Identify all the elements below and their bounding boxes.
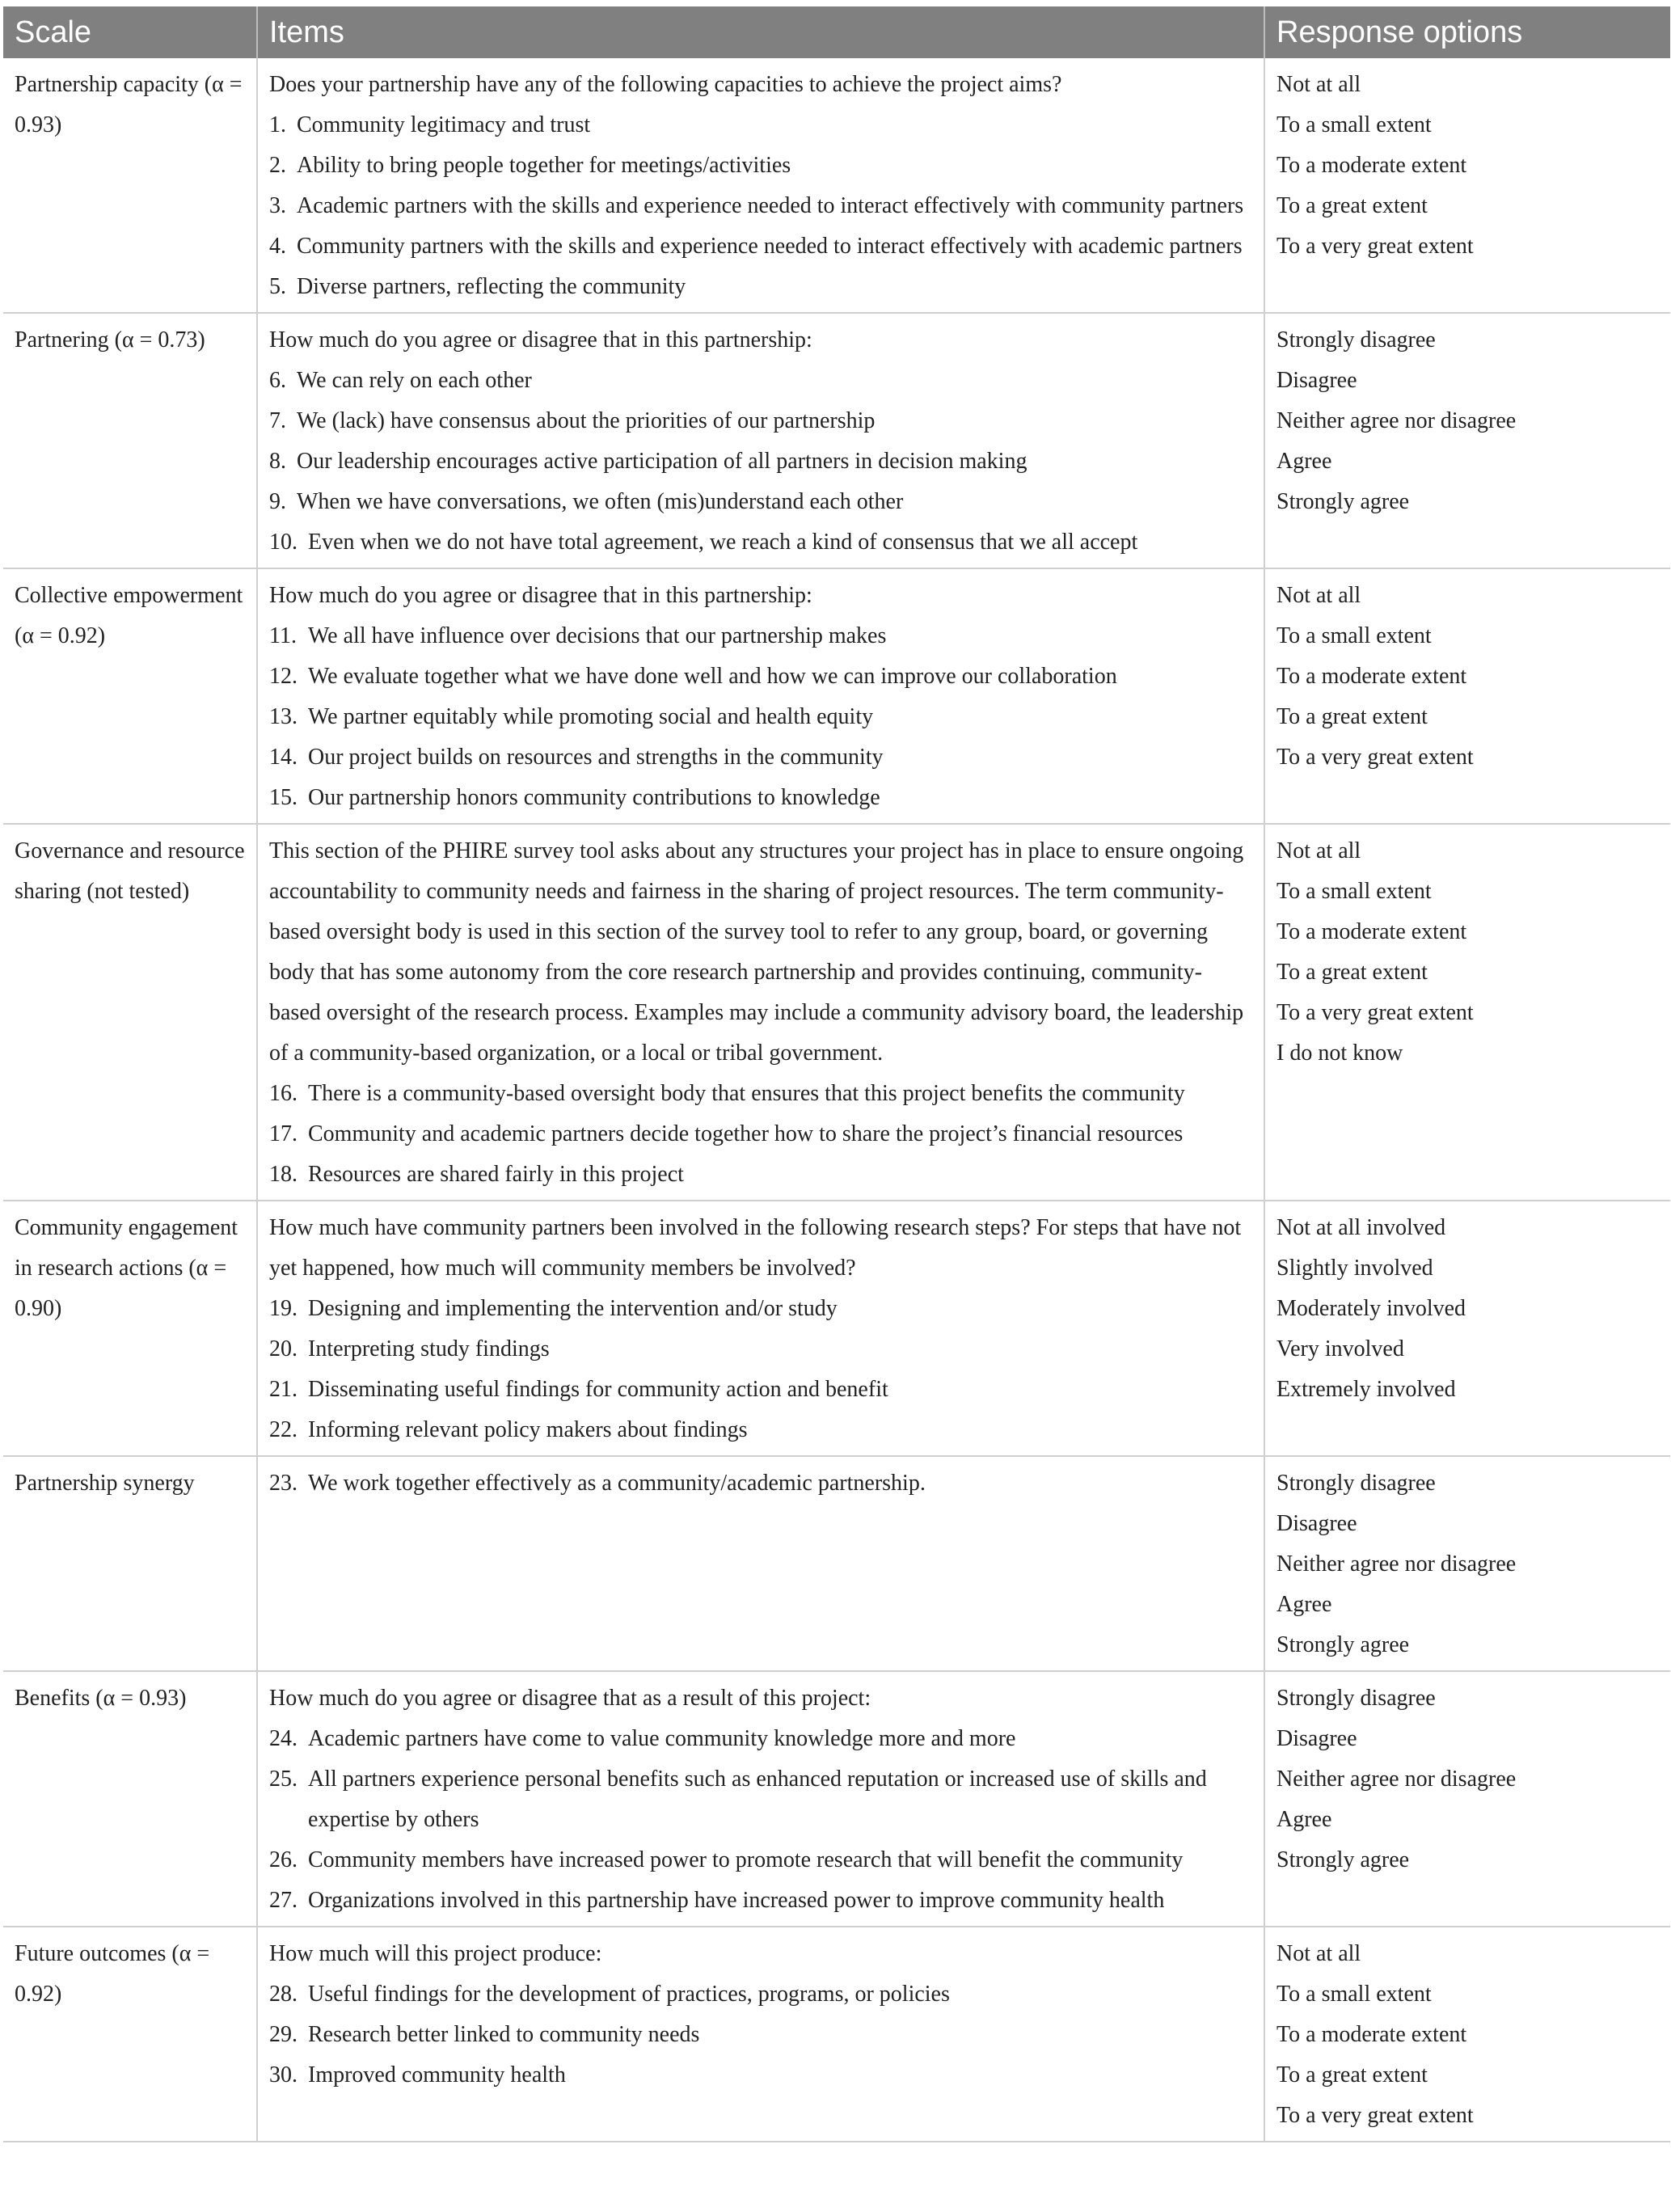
item-text: Our partnership honors community contributions to knowledge [308,785,880,810]
response-option: Strongly agree [1276,489,1410,514]
list-item [269,401,1252,441]
response-option: To a very great extent [1276,234,1474,259]
response-cell [1264,313,1670,568]
item-number: 3. [269,193,286,218]
table-body [3,58,1670,2142]
response-option: Strongly agree [1276,1847,1410,1872]
list-item [269,186,1252,226]
items-intro: How much do you agree or disagree that in this partnership: [269,327,812,352]
response-option: Neither agree nor disagree [1276,408,1517,433]
item-number: 2. [269,153,286,178]
response-option: To a great extent [1276,193,1428,218]
scale-name: Future outcomes (α = 0.92) [15,1941,210,2007]
response-option: To a moderate extent [1276,664,1467,689]
response-option: To a small extent [1276,879,1432,904]
response-option: Not at all [1276,838,1361,863]
response-option: Neither agree nor disagree [1276,1767,1517,1792]
items-cell [257,1671,1264,1927]
item-number: 29. [269,2022,297,2047]
list-item [269,1289,1252,1329]
list-item [269,1329,1252,1370]
item-number: 18. [269,1162,297,1187]
item-number: 22. [269,1417,297,1442]
response-option: Agree [1276,449,1332,474]
scale-cell [3,568,257,824]
item-text: Resources are shared fairly in this project [308,1162,684,1187]
table-row [3,313,1670,568]
response-option: To a small extent [1276,1982,1432,2007]
item-text: Research better linked to community needs [308,2022,700,2047]
item-number: 30. [269,2062,297,2087]
item-number: 8. [269,449,286,474]
response-option: To a moderate extent [1276,153,1467,178]
list-item [269,105,1252,146]
item-text: Community legitimacy and trust [297,112,591,137]
items-intro: Does your partnership have any of the following capacities to achieve the project aims? [269,72,1062,97]
survey-scales-table [3,6,1670,2142]
item-text: Designing and implementing the intervention and/or study [308,1296,838,1321]
item-text: We partner equitably while promoting social and health equity [308,704,874,729]
list-item [269,1463,1252,1504]
scale-name: Partnering (α = 0.73) [15,327,205,352]
list-item [269,1155,1252,1195]
list-item [269,1840,1252,1881]
response-option: Strongly disagree [1276,327,1436,352]
item-number: 14. [269,745,297,770]
item-number: 28. [269,1982,297,2007]
response-option: Neither agree nor disagree [1276,1551,1517,1577]
item-number: 26. [269,1847,297,1872]
item-text: Even when we do not have total agreement, we reach a kind of consensus that we all accept [308,530,1138,555]
scale-cell [3,824,257,1201]
item-number: 27. [269,1888,297,1913]
response-option: To a moderate extent [1276,2022,1467,2047]
list-item [269,361,1252,401]
list-item [269,1881,1252,1921]
item-text: Diverse partners, reflecting the community [297,274,686,299]
list-item [269,616,1252,656]
items-intro: This section of the PHIRE survey tool asks about any structures your project has in place to ensure ongoing accountability to community needs and fairness in the sharing of project resources. The term community-based oversight body is used in this section of the survey tool to refer to any group, board, or governing body that has some autonomy from the core research partnership and provides continuing, community-based oversight of the research process. Examples may include a community advisory board, the leadership of a community-based organization, or a local or tribal government. [269,838,1244,1066]
items-cell [257,313,1264,568]
response-option: To a great extent [1276,960,1428,985]
scale-name: Community engagement in research actions (α = 0.90) [15,1215,238,1321]
list-item [269,1974,1252,2015]
item-text: Academic partners with the skills and experience needed to interact effectively with community partners [297,193,1244,218]
table-row [3,568,1670,824]
items-intro: How much do you agree or disagree that in this partnership: [269,583,812,608]
scale-name: Governance and resource sharing (not tested) [15,838,245,904]
item-number: 16. [269,1081,297,1106]
list-item [269,737,1252,778]
item-text: Useful findings for the development of practices, programs, or policies [308,1982,950,2007]
scale-cell [3,1456,257,1671]
item-number: 1. [269,112,286,137]
item-number: 6. [269,368,286,393]
header-row [3,6,1670,58]
response-option: Disagree [1276,368,1357,393]
item-number: 4. [269,234,286,259]
scale-cell [3,1927,257,2142]
item-text: Informing relevant policy makers about findings [308,1417,748,1442]
item-text: There is a community-based oversight body that ensures that this project benefits the community [308,1081,1185,1106]
item-number: 20. [269,1336,297,1361]
item-text: Our project builds on resources and strengths in the community [308,745,884,770]
item-text: Community members have increased power to promote research that will benefit the community [308,1847,1184,1872]
scale-cell [3,1671,257,1927]
response-option: Not at all [1276,1941,1361,1966]
item-number: 17. [269,1121,297,1146]
list-item [269,482,1252,522]
item-text: Disseminating useful findings for community action and benefit [308,1377,888,1402]
table-row [3,1201,1670,1456]
item-number: 21. [269,1377,297,1402]
item-text: Community and academic partners decide together how to share the project’s financial resources [308,1121,1184,1146]
header-response-options: Response options [1264,6,1670,58]
scale-cell [3,313,257,568]
item-text: We (lack) have consensus about the priorities of our partnership [297,408,876,433]
scale-name: Partnership synergy [15,1471,195,1496]
scale-name: Benefits (α = 0.93) [15,1686,187,1711]
item-text: We all have influence over decisions that our partnership makes [308,623,887,648]
response-option: Not at all [1276,72,1361,97]
item-number: 7. [269,408,286,433]
scale-cell [3,1201,257,1456]
item-number: 23. [269,1471,297,1496]
response-cell [1264,568,1670,824]
items-cell [257,58,1264,313]
list-item [269,522,1252,563]
item-text: Our leadership encourages active participation of all partners in decision making [297,449,1027,474]
table-row [3,824,1670,1201]
response-cell [1264,1671,1670,1927]
response-cell [1264,824,1670,1201]
item-text: We evaluate together what we have done well and how we can improve our collaboration [308,664,1117,689]
response-option: Agree [1276,1592,1332,1617]
response-option: To a very great extent [1276,1000,1474,1025]
list-item [269,441,1252,482]
response-option: To a moderate extent [1276,919,1467,944]
list-item [269,267,1252,307]
response-cell [1264,1201,1670,1456]
response-option: To a small extent [1276,112,1432,137]
response-option: To a small extent [1276,623,1432,648]
scale-name: Partnership capacity (α = 0.93) [15,72,243,137]
response-cell [1264,58,1670,313]
list-item [269,226,1252,267]
item-number: 15. [269,785,297,810]
response-option: Not at all [1276,583,1361,608]
item-number: 13. [269,704,297,729]
item-number: 11. [269,623,297,648]
response-option: Disagree [1276,1726,1357,1751]
item-text: Improved community health [308,2062,566,2087]
item-number: 25. [269,1767,297,1792]
item-text: Academic partners have come to value community knowledge more and more [308,1726,1016,1751]
list-item [269,656,1252,697]
table-row [3,1671,1670,1927]
list-item [269,697,1252,737]
table-row [3,1927,1670,2142]
item-text: Organizations involved in this partnership have increased power to improve community health [308,1888,1165,1913]
response-option: Strongly agree [1276,1632,1410,1657]
list-item [269,1370,1252,1410]
items-intro: How much have community partners been involved in the following research steps? For steps that have not yet happened, how much will community members be involved? [269,1215,1242,1281]
response-option: Moderately involved [1276,1296,1466,1321]
scale-cell [3,58,257,313]
response-option: To a great extent [1276,704,1428,729]
response-option: Strongly disagree [1276,1471,1436,1496]
items-cell [257,1201,1264,1456]
list-item [269,146,1252,186]
response-option: Very involved [1276,1336,1404,1361]
response-option: Disagree [1276,1511,1357,1536]
list-item [269,1719,1252,1759]
header-scale: Scale [3,6,257,58]
list-item [269,778,1252,818]
item-number: 5. [269,274,286,299]
items-cell [257,824,1264,1201]
item-text: We can rely on each other [297,368,532,393]
item-number: 10. [269,530,297,555]
response-option: To a very great extent [1276,2103,1474,2128]
response-option: To a great extent [1276,2062,1428,2087]
response-cell [1264,1456,1670,1671]
items-cell [257,1927,1264,2142]
item-number: 24. [269,1726,297,1751]
item-text: All partners experience personal benefits such as enhanced reputation or increased use of skills and expertise by others [308,1767,1207,1832]
scale-name: Collective empowerment (α = 0.92) [15,583,243,648]
list-item [269,2055,1252,2096]
response-option: Strongly disagree [1276,1686,1436,1711]
items-intro: How much will this project produce: [269,1941,602,1966]
item-number: 9. [269,489,286,514]
items-intro: How much do you agree or disagree that as a result of this project: [269,1686,871,1711]
items-cell [257,568,1264,824]
list-item [269,1114,1252,1155]
item-number: 19. [269,1296,297,1321]
table-row [3,58,1670,313]
list-item [269,1759,1252,1840]
list-item [269,1410,1252,1450]
response-option: Slightly involved [1276,1256,1433,1281]
item-text: When we have conversations, we often (mis)understand each other [297,489,904,514]
item-text: Ability to bring people together for meetings/activities [297,153,791,178]
item-number: 12. [269,664,297,689]
response-option: Not at all involved [1276,1215,1446,1240]
response-cell [1264,1927,1670,2142]
list-item [269,2015,1252,2055]
response-option: To a very great extent [1276,745,1474,770]
item-text: Community partners with the skills and experience needed to interact effectively with academic partners [297,234,1243,259]
header-items: Items [257,6,1264,58]
response-option: I do not know [1276,1041,1403,1066]
list-item [269,1074,1252,1114]
response-option: Extremely involved [1276,1377,1456,1402]
item-text: We work together effectively as a community/academic partnership. [308,1471,926,1496]
item-text: Interpreting study findings [308,1336,550,1361]
items-cell [257,1456,1264,1671]
table-row [3,1456,1670,1671]
response-option: Agree [1276,1807,1332,1832]
